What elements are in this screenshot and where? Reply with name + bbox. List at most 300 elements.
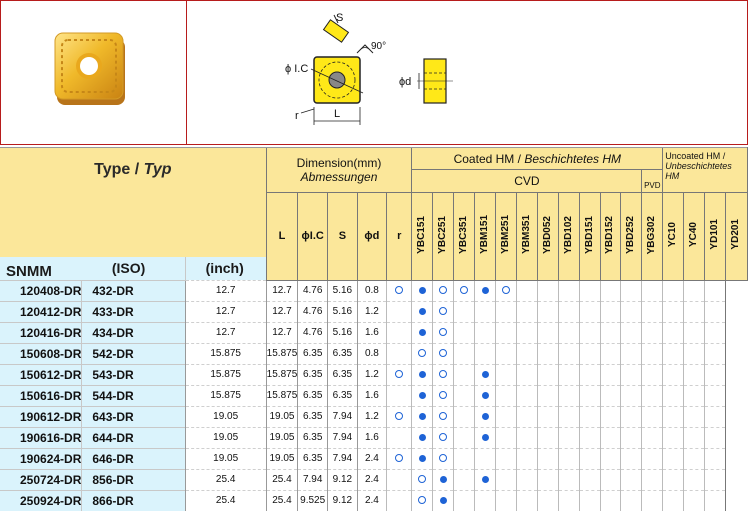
recommended-dot-icon [440,476,447,483]
grade-cell [454,301,475,322]
dim-value-s: 6.35 [298,385,328,406]
dim-value-d: 6.35 [328,343,358,364]
grade-cell [705,301,726,322]
dim-value-s: 7.94 [298,469,328,490]
grade-cell [579,427,600,448]
grade-cell [496,364,517,385]
dim-value-d: 6.35 [328,364,358,385]
recommended-dot-icon [419,413,426,420]
table-row [0,469,748,490]
grade-cell [412,385,433,406]
grade-cell [433,448,454,469]
grade-cell [684,343,705,364]
dim-value-l: 19.05 [185,427,266,448]
grade-cell [600,448,621,469]
grade-col-header [475,193,496,281]
applicable-ring-icon [418,475,426,483]
applicable-ring-icon [439,454,447,462]
dim-value-r: 0.8 [357,343,386,364]
grade-cell [579,280,600,301]
grade-cell [663,406,684,427]
grade-cell [412,490,433,511]
grade-col-header [496,193,517,281]
grade-cell [705,322,726,343]
grade-cell [454,448,475,469]
iso-code: 250924-DR [0,490,82,511]
dim-value-l: 12.7 [185,322,266,343]
applicable-ring-icon [395,412,403,420]
inch-code: 433-DR [82,301,185,322]
grade-col-header [579,193,600,281]
applicable-ring-icon [439,328,447,336]
dim-col-header: ϕI.C [298,193,328,281]
grade-cell [621,385,642,406]
recommended-dot-icon [482,476,489,483]
dim-value-r: 1.2 [357,301,386,322]
grade-cell [454,490,475,511]
grade-cell [600,343,621,364]
iso-code: 150616-DR [0,385,82,406]
recommended-dot-icon [419,455,426,462]
type-header-spacer [0,193,266,257]
dim-value-d: 6.35 [328,385,358,406]
insert-photo-image [53,31,129,107]
grade-col-header [642,193,663,281]
dim-value-l: 15.875 [185,364,266,385]
dim-value-s: 4.76 [298,280,328,301]
grade-cell [475,343,496,364]
grade-col-header [600,193,621,281]
inch-code: 542-DR [82,343,185,364]
dim-value-r: 1.6 [357,322,386,343]
type-header [0,148,266,193]
grade-cell [558,301,579,322]
grade-cell [684,364,705,385]
recommended-dot-icon [419,371,426,378]
grade-cell [537,448,558,469]
dim-value-ic: 25.4 [266,469,298,490]
grade-label: YBG302 [646,215,658,254]
table-row [0,406,748,427]
insert-schematic [281,9,481,137]
grade-cell [387,406,412,427]
applicable-ring-icon [418,349,426,357]
grade-cell [558,469,579,490]
grade-cell [684,406,705,427]
grade-cell [433,301,454,322]
grade-cell [537,469,558,490]
type-label-de: Typ [143,161,172,179]
grade-cell [621,364,642,385]
grade-cell [412,427,433,448]
grade-cell [579,448,600,469]
grade-cell [663,301,684,322]
grade-cell [454,343,475,364]
inch-code: 544-DR [82,385,185,406]
grade-cell [537,301,558,322]
grade-label: YBD151 [583,215,595,254]
dim-value-r: 2.4 [357,469,386,490]
grade-cell [433,280,454,301]
grade-cell [475,385,496,406]
grade-cell [412,448,433,469]
dim-value-ic: 12.7 [266,322,298,343]
dim-value-s: 4.76 [298,322,328,343]
grade-cell [516,301,537,322]
grade-cell [387,364,412,385]
dim-value-l: 19.05 [185,448,266,469]
grade-cell [684,280,705,301]
dim-col-header: S [328,193,358,281]
dim-value-r: 1.6 [357,385,386,406]
grade-cell [475,448,496,469]
grade-cell [705,490,726,511]
dim-value-r: 0.8 [357,280,386,301]
grade-cell [496,322,517,343]
grade-cell [621,280,642,301]
recommended-dot-icon [440,497,447,504]
grade-col-header [621,193,642,281]
grade-cell [621,427,642,448]
table-row [0,343,748,364]
applicable-ring-icon [439,349,447,357]
dim-value-r: 2.4 [357,448,386,469]
grade-cell [496,343,517,364]
coated-header [412,148,663,170]
iso-code: 190624-DR [0,448,82,469]
grade-cell [558,364,579,385]
iso-code: 120412-DR [0,301,82,322]
dim-value-d: 7.94 [328,427,358,448]
grade-cell [621,322,642,343]
dim-value-r: 1.2 [357,406,386,427]
table-row [0,448,748,469]
grade-cell [433,490,454,511]
grade-label: YC10 [667,222,679,248]
grade-cell [558,322,579,343]
label-ic: ϕ I.C [285,63,309,75]
type-separator: / [130,161,144,179]
grade-cell [433,427,454,448]
dim-value-l: 15.875 [185,343,266,364]
applicable-ring-icon [439,286,447,294]
iso-code: 190612-DR [0,406,82,427]
applicable-ring-icon [395,454,403,462]
grade-cell [558,427,579,448]
dim-value-ic: 15.875 [266,343,298,364]
grade-cell [516,343,537,364]
grade-cell [621,406,642,427]
grade-cell [412,280,433,301]
grade-cell [684,469,705,490]
applicable-ring-icon [439,433,447,441]
dim-value-s: 6.35 [298,427,328,448]
grade-cell [642,406,663,427]
dim-value-l: 12.7 [185,301,266,322]
grade-cell [705,427,726,448]
panel-divider [186,1,187,144]
grade-col-header [705,193,726,281]
dim-value-r: 1.6 [357,427,386,448]
grade-cell [454,364,475,385]
iso-code: 150608-DR [0,343,82,364]
grade-label: YBD252 [625,215,637,254]
cvd-header: CVD [412,170,642,192]
recommended-dot-icon [419,392,426,399]
label-r: r [295,110,299,122]
grade-cell [600,322,621,343]
grade-cell [600,490,621,511]
grade-col-header [454,193,475,281]
grade-cell [516,385,537,406]
grade-cell [663,427,684,448]
dim-col-header: L [266,193,298,281]
grade-cell [537,427,558,448]
grade-cell [621,490,642,511]
grade-cell [387,490,412,511]
applicable-ring-icon [418,496,426,504]
top-panel [0,0,748,145]
grade-cell [621,448,642,469]
family-label: SNMM [0,257,82,281]
dim-value-d: 7.94 [328,448,358,469]
grade-cell [433,322,454,343]
table-row [0,385,748,406]
grade-cell [684,427,705,448]
grade-cell [684,385,705,406]
grade-cell [684,448,705,469]
grade-cell [600,406,621,427]
applicable-ring-icon [439,412,447,420]
grade-cell [558,490,579,511]
grade-cell [516,364,537,385]
dim-value-ic: 25.4 [266,490,298,511]
dim-value-d: 9.12 [328,490,358,511]
grade-cell [663,343,684,364]
recommended-dot-icon [482,434,489,441]
grade-cell [496,490,517,511]
dim-value-ic: 15.875 [266,364,298,385]
grade-cell [642,469,663,490]
grade-cell [537,343,558,364]
grade-cell [475,280,496,301]
iso-code: 190616-DR [0,427,82,448]
grade-col-header [433,193,454,281]
applicable-ring-icon [439,391,447,399]
iso-code: 250724-DR [0,469,82,490]
grade-cell [496,301,517,322]
grade-cell [558,406,579,427]
grade-cell [600,385,621,406]
grade-cell [454,406,475,427]
uncoated-header [663,148,748,193]
grade-cell [516,469,537,490]
recommended-dot-icon [482,287,489,294]
grade-label: YBC351 [458,215,470,254]
grade-cell [579,322,600,343]
grade-cell [600,301,621,322]
grade-cell [496,427,517,448]
dimension-subtitle: Abmessungen [300,169,378,184]
grade-cell [663,385,684,406]
grade-cell [621,469,642,490]
grade-cell [558,280,579,301]
grade-cell [412,322,433,343]
grade-cell [433,385,454,406]
grade-cell [600,469,621,490]
grade-col-header [516,193,537,281]
dim-col-header: r [387,193,412,281]
grade-label: YBD102 [562,215,574,254]
iso-code: 120416-DR [0,322,82,343]
grade-label: YBC251 [437,215,449,254]
grade-cell [642,322,663,343]
applicable-ring-icon [502,286,510,294]
grade-cell [454,322,475,343]
dim-value-s: 6.35 [298,343,328,364]
label-d: ϕd [399,76,412,88]
grade-label: YBD052 [541,215,553,254]
grade-cell [642,490,663,511]
grade-cell [516,280,537,301]
grade-cell [579,406,600,427]
grade-cell [387,301,412,322]
grade-cell [516,427,537,448]
grade-cell [663,469,684,490]
coated-label: Coated HM [453,151,515,166]
grade-cell [663,448,684,469]
grade-cell [475,469,496,490]
grade-label: YC40 [688,222,700,248]
applicable-ring-icon [395,370,403,378]
grade-col-header [537,193,558,281]
grade-cell [496,469,517,490]
grade-cell [558,385,579,406]
grade-cell [642,343,663,364]
grade-col-header [663,193,684,281]
grade-cell [433,364,454,385]
dim-value-d: 5.16 [328,280,358,301]
grade-cell [454,469,475,490]
grade-cell [621,343,642,364]
grade-cell [537,322,558,343]
label-angle: 90° [371,41,387,52]
grade-cell [684,322,705,343]
recommended-dot-icon [419,308,426,315]
dim-value-l: 25.4 [185,490,266,511]
iso-header: (ISO) [82,257,185,281]
spec-table-wrap [0,147,748,511]
grade-cell [454,385,475,406]
dim-value-l: 12.7 [185,280,266,301]
grade-cell [454,427,475,448]
grade-cell [387,343,412,364]
dim-value-r: 2.4 [357,490,386,511]
grade-cell [642,280,663,301]
grade-cell [537,385,558,406]
table-row [0,322,748,343]
grade-cell [642,448,663,469]
recommended-dot-icon [482,392,489,399]
grade-cell [663,490,684,511]
dim-value-ic: 12.7 [266,301,298,322]
grade-cell [412,301,433,322]
grade-cell [642,301,663,322]
dim-value-s: 6.35 [298,364,328,385]
pvd-header: PVD [642,170,663,193]
grade-cell [579,343,600,364]
grade-cell [600,280,621,301]
grade-cell [516,490,537,511]
grade-cell [412,343,433,364]
grade-cell [496,406,517,427]
applicable-ring-icon [439,307,447,315]
dim-value-l: 25.4 [185,469,266,490]
grade-label: YBM251 [499,215,511,255]
grade-cell [387,322,412,343]
dim-value-ic: 19.05 [266,448,298,469]
grade-cell [642,427,663,448]
grade-cell [475,301,496,322]
grade-cell [496,385,517,406]
dim-value-d: 9.12 [328,469,358,490]
grade-cell [579,469,600,490]
table-row [0,301,748,322]
grade-cell [516,406,537,427]
grade-cell [412,469,433,490]
grade-label: YBD152 [604,215,616,254]
coated-separator: / [514,151,525,166]
type-label: Type [94,161,131,179]
inch-code: 643-DR [82,406,185,427]
grade-cell [387,448,412,469]
uncoated-line-3: HM [665,171,680,181]
grade-cell [496,280,517,301]
table-row [0,490,748,511]
grade-cell [705,343,726,364]
dim-value-s: 9.525 [298,490,328,511]
dim-value-d: 5.16 [328,301,358,322]
grade-label: YBC151 [416,215,428,254]
dim-value-s: 6.35 [298,406,328,427]
grade-cell [537,364,558,385]
grade-cell [387,280,412,301]
inch-code: 646-DR [82,448,185,469]
inch-header: (inch) [185,257,266,281]
grade-cell [579,490,600,511]
dim-col-header: ϕd [357,193,386,281]
grade-cell [387,469,412,490]
grade-cell [516,448,537,469]
grade-col-header [558,193,579,281]
grade-cell [705,280,726,301]
table-row [0,280,748,301]
applicable-ring-icon [395,286,403,294]
grade-cell [579,364,600,385]
grade-cell [433,406,454,427]
uncoated-line-1: Uncoated HM / [665,151,726,161]
grade-cell [663,280,684,301]
grade-cell [387,427,412,448]
dimension-title: Dimension(mm) [296,155,382,170]
grade-cell [579,301,600,322]
inch-code: 856-DR [82,469,185,490]
dim-value-s: 6.35 [298,448,328,469]
grade-cell [537,490,558,511]
grade-cell [558,343,579,364]
dim-value-ic: 19.05 [266,406,298,427]
grade-cell [475,364,496,385]
